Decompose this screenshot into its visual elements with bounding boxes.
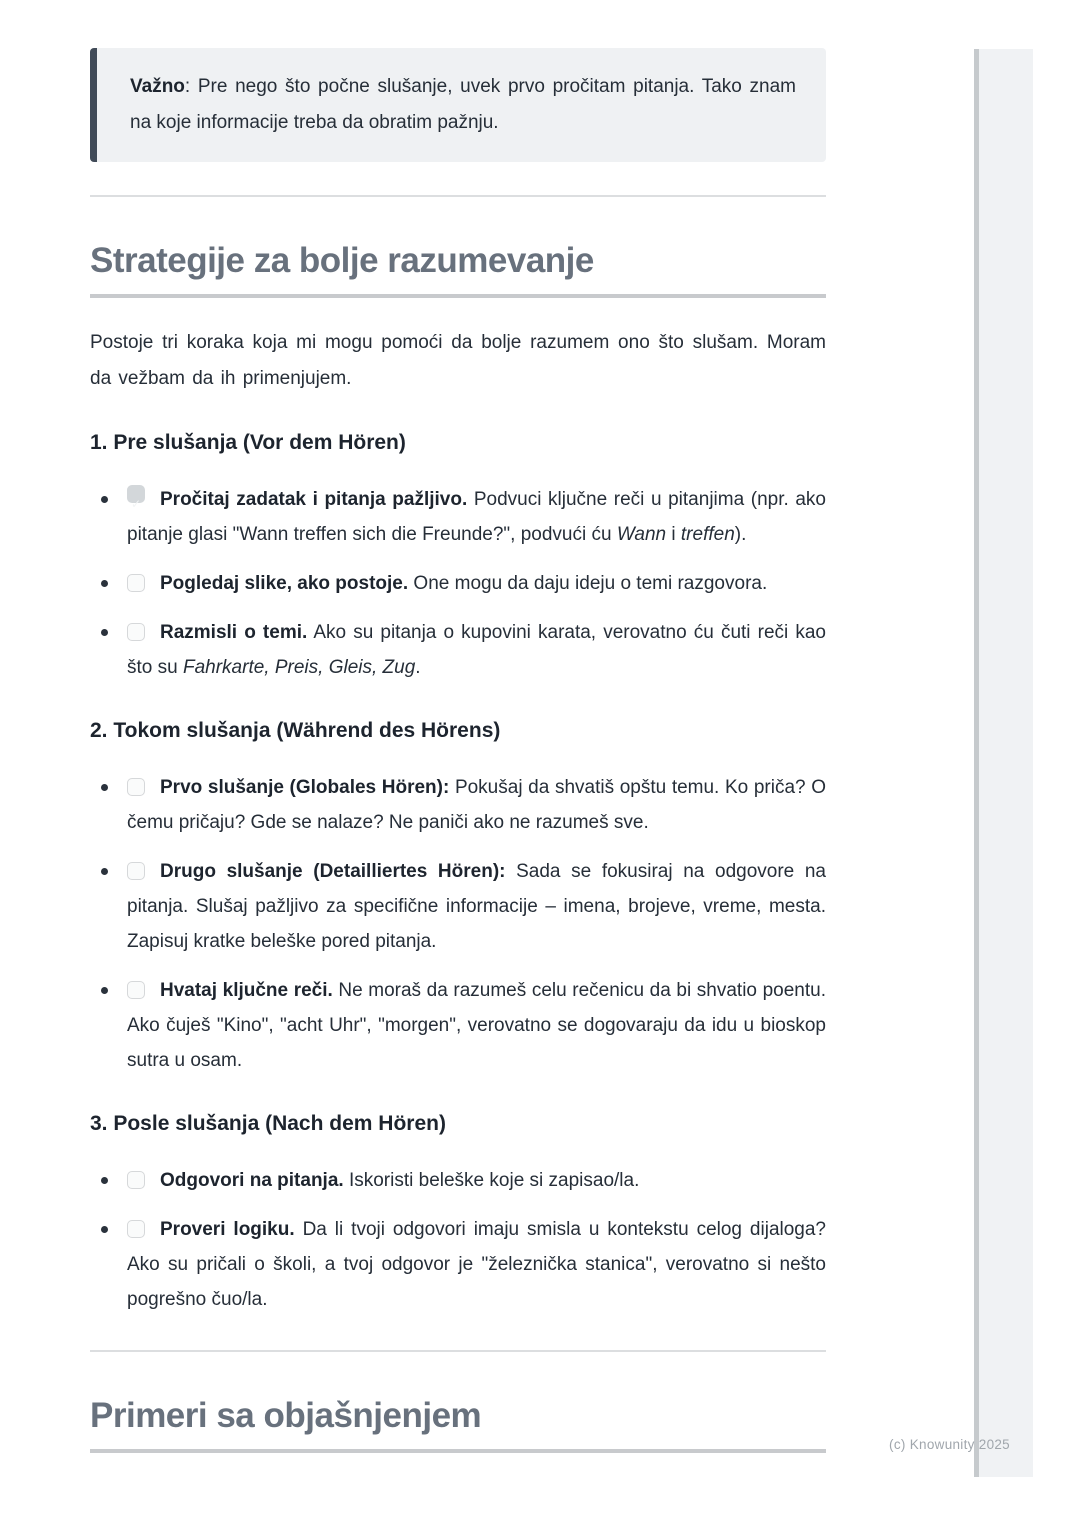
checklist-item [90,973,826,1078]
scrollbar-track[interactable] [974,49,1033,1477]
step-heading: 2. Tokom slušanja (Während des Hörens) [90,719,501,742]
important-callout [90,48,826,162]
copyright-text: (c) Knowunity 2025 [889,1437,1010,1452]
title-underline [90,294,826,298]
checklist-item [90,854,826,959]
checkbox-unchecked[interactable] [127,1220,145,1238]
item-text-segment: Sada se fokusiraj na odgovore na pitanja. Slušaj pažljivo za specifične informacije – imena, brojeve, vreme, mesta. Zapisuj kratke beleške pored pitanja. [127,861,826,952]
checkbox-unchecked[interactable] [127,574,145,592]
item-text-segment: Ne moraš da razumeš celu rečenicu da bi shvatio poentu. Ako čuješ "Kino", "acht Uhr", "morgen", verovatno se dogovaraju da idu u bioskop sutra u osam. [127,980,826,1071]
intro-paragraph: Postoje tri koraka koja mi mogu pomoći da bolje razumem ono što slušam. Moram da vežbam da ih primenjujem. [90,332,826,389]
checklist-groups [90,431,826,1317]
checklist [90,1163,826,1317]
checklist-item [90,1163,826,1198]
item-text-segment: Hvataj ključne reči. [160,980,333,1001]
item-text-segment: Pokušaj da shvatiš opštu temu. Ko priča? O čemu pričaju? Gde se nalaze? Ne paniči ako ne razumeš sve. [127,777,827,833]
section-title-examples: Primeri sa objašnjenjem [90,1396,482,1435]
checkbox-unchecked[interactable] [127,778,145,796]
checklist-item [90,1212,826,1317]
item-text-segment: Prvo slušanje (Globales Hören): [160,777,450,798]
item-text-segment: Pročitaj zadatak i pitanja pažljivo. [160,489,468,510]
item-text-segment: i [666,524,681,545]
checklist-item [90,566,826,601]
check-icon: ✓ [130,497,142,511]
item-text-segment: Podvuci ključne reči u pitanjima (npr. ako pitanje glasi "Wann treffen sich die Freunde?", podvući ću [127,489,826,545]
callout-label: Važno [130,76,185,97]
checklist [90,482,826,685]
item-text-segment: Odgovori na pitanja. [160,1170,344,1191]
item-text-segment: Razmisli o temi. [160,622,308,643]
checkbox-checked[interactable] [127,485,145,511]
item-text-segment: Da li tvoji odgovori imaju smisla u kontekstu celog dijaloga? Ako su pričali o školi, a tvoj odgovor je "železnička stanica", verovatno si nešto pogrešno čuo/la. [127,1219,826,1310]
checklist [90,770,826,1078]
item-text-segment: Ako su pitanja o kupovini karata, verovatno ću čuti reči kao što su [127,622,826,678]
checkbox-unchecked[interactable] [127,623,145,641]
item-text-segment: ). [734,524,747,545]
item-text-segment: . [415,657,421,678]
checkbox-unchecked[interactable] [127,862,145,880]
item-text-segment: Iskoristi beleške koje si zapisao/la. [343,1170,640,1191]
document-page [90,0,826,1453]
item-text-segment: One mogu da daju ideju o temi razgovora. [408,573,768,594]
item-text-segment: Fahrkarte, Preis, Gleis, Zug [182,657,416,678]
checklist-item [90,482,826,552]
title-underline [90,1449,826,1453]
section-divider [90,195,826,197]
section-title-strategies: Strategije za bolje razumevanje [90,241,594,280]
checkbox-unchecked[interactable] [127,1171,145,1189]
item-text-segment: Drugo slušanje (Detailliertes Hören): [160,861,506,882]
callout-text: : Pre nego što počne slušanje, uvek prvo pročitam pitanja. Tako znam na koje informacije treba da obratim pažnju. [130,76,796,133]
item-text-segment: Proveri logiku. [160,1219,295,1240]
item-text-segment: treffen [680,524,735,545]
step-heading: 3. Posle slušanja (Nach dem Hören) [90,1112,446,1135]
item-text-segment: Wann [616,524,667,545]
checkbox-unchecked[interactable] [127,981,145,999]
checklist-item [90,770,826,840]
section-divider [90,1350,826,1352]
checklist-item [90,615,826,685]
step-heading: 1. Pre slušanja (Vor dem Hören) [90,431,406,454]
item-text-segment: Pogledaj slike, ako postoje. [160,573,409,594]
